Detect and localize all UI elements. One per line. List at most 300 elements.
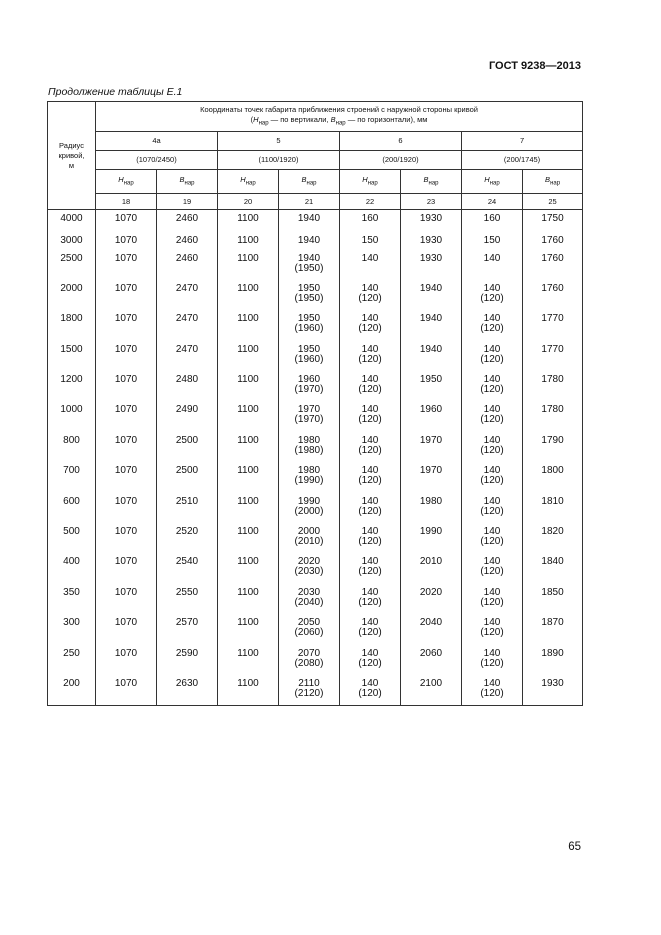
value-cell: 2570 xyxy=(157,614,218,644)
value-cell xyxy=(279,553,340,583)
table-body xyxy=(48,210,583,706)
cell-line: (120) xyxy=(480,444,504,456)
cell-line: (120) xyxy=(480,536,504,548)
radius-cell: 2000 xyxy=(48,280,96,310)
value-cell: 2500 xyxy=(157,432,218,462)
value-cell xyxy=(279,341,340,371)
value-cell: 1070 xyxy=(96,645,157,675)
value-cell: 2470 xyxy=(157,280,218,310)
cell-line: 140 xyxy=(483,617,501,629)
value-cell xyxy=(279,232,340,250)
value-cell: 1780 xyxy=(523,401,583,431)
value-cell xyxy=(462,371,523,401)
coordinates-title-line2 xyxy=(96,115,582,129)
value-cell xyxy=(340,493,401,523)
value-cell xyxy=(340,310,401,340)
value-cell: 2590 xyxy=(157,645,218,675)
cell-line: (120) xyxy=(358,292,382,304)
cell-line: 140 xyxy=(361,586,379,598)
value-cell xyxy=(279,645,340,675)
column-variable xyxy=(340,170,401,194)
h-variable: H xyxy=(253,114,259,124)
value-cell: 2510 xyxy=(157,493,218,523)
value-cell xyxy=(279,614,340,644)
cell-line: 140 xyxy=(483,434,501,446)
column-variable-letter: H xyxy=(118,174,124,184)
value-cell xyxy=(340,232,401,250)
cell-line: 140 xyxy=(361,647,379,659)
value-cell xyxy=(462,645,523,675)
value-cell xyxy=(340,432,401,462)
value-cell: 1070 xyxy=(96,280,157,310)
cell-line: (1970) xyxy=(294,414,324,426)
cell-line: (1970) xyxy=(294,384,324,396)
page-number: 65 xyxy=(568,841,581,853)
value-cell: 1070 xyxy=(96,614,157,644)
cell-line: (2040) xyxy=(294,596,324,608)
table-row xyxy=(48,280,583,310)
cell-line: 140 xyxy=(361,434,379,446)
value-cell: 1100 xyxy=(218,493,279,523)
value-cell: 1970 xyxy=(401,462,462,492)
value-cell: 1810 xyxy=(523,493,583,523)
group-label-row xyxy=(48,132,583,151)
value-cell: 2630 xyxy=(157,675,218,705)
table-row xyxy=(48,553,583,583)
cell-line: (2000) xyxy=(294,505,324,517)
value-cell: 1070 xyxy=(96,401,157,431)
cell-line: (120) xyxy=(358,444,382,456)
column-variable-letter: B xyxy=(545,174,551,184)
value-cell xyxy=(279,523,340,553)
cell-line: 2020 xyxy=(297,556,321,568)
value-cell: 1760 xyxy=(523,280,583,310)
column-variable xyxy=(462,170,523,194)
cell-line: 140 xyxy=(361,374,379,386)
cell-line: 140 xyxy=(483,495,501,507)
value-cell xyxy=(340,462,401,492)
radius-cell: 600 xyxy=(48,493,96,523)
group-dimensions: (200/1920) xyxy=(340,151,462,170)
cell-line: 140 xyxy=(361,313,379,325)
column-variable xyxy=(157,170,218,194)
cell-line: (120) xyxy=(358,687,382,699)
document-code: ГОСТ 9238—2013 xyxy=(488,60,581,72)
value-cell xyxy=(279,210,340,232)
table-row xyxy=(48,493,583,523)
cell-line: (120) xyxy=(480,475,504,487)
cell-line: 140 xyxy=(483,252,501,264)
radius-header-line: Радиус xyxy=(59,140,84,150)
cell-line: 140 xyxy=(483,526,501,538)
cell-line: 140 xyxy=(483,586,501,598)
column-number: 24 xyxy=(462,194,523,210)
cell-line: (120) xyxy=(358,596,382,608)
value-cell: 1100 xyxy=(218,523,279,553)
column-number: 23 xyxy=(401,194,462,210)
column-variable-letter: B xyxy=(301,174,307,184)
b-description: — по горизонтали), мм xyxy=(345,114,428,124)
cell-line: 1940 xyxy=(297,252,321,264)
cell-line: 2110 xyxy=(298,677,320,689)
cell-line: (120) xyxy=(480,687,504,699)
cell-line: (1950) xyxy=(294,262,324,274)
value-cell xyxy=(340,675,401,705)
value-cell xyxy=(340,553,401,583)
cell-line: (2060) xyxy=(294,627,324,639)
radius-cell: 300 xyxy=(48,614,96,644)
value-cell: 1930 xyxy=(523,675,583,705)
table-row xyxy=(48,462,583,492)
value-cell: 2040 xyxy=(401,614,462,644)
coordinates-title xyxy=(96,102,583,132)
value-cell: 2550 xyxy=(157,584,218,614)
table-row xyxy=(48,523,583,553)
cell-line: (2120) xyxy=(294,687,324,699)
cell-line: 1940 xyxy=(297,234,321,246)
cell-line: 150 xyxy=(361,234,379,246)
value-cell: 1100 xyxy=(218,401,279,431)
value-cell: 1990 xyxy=(401,523,462,553)
radius-cell: 500 xyxy=(48,523,96,553)
radius-cell: 700 xyxy=(48,462,96,492)
radius-cell: 1500 xyxy=(48,341,96,371)
cell-line: (1960) xyxy=(294,353,324,365)
value-cell: 1890 xyxy=(523,645,583,675)
h-subscript: нар xyxy=(258,120,269,127)
value-cell xyxy=(462,280,523,310)
column-variable-letter: B xyxy=(179,174,185,184)
radius-cell: 200 xyxy=(48,675,96,705)
cell-line: 1970 xyxy=(297,404,321,416)
value-cell: 2540 xyxy=(157,553,218,583)
value-cell xyxy=(340,341,401,371)
cell-line: (120) xyxy=(358,627,382,639)
coordinates-title-line1: Координаты точек габарита приближения строений с наружной стороны кривой xyxy=(200,104,478,114)
cell-line: (120) xyxy=(480,292,504,304)
value-cell: 1070 xyxy=(96,523,157,553)
cell-line: (2010) xyxy=(294,536,324,548)
radius-cell: 3000 xyxy=(48,232,96,250)
cell-line: (120) xyxy=(358,475,382,487)
value-cell xyxy=(462,584,523,614)
value-cell: 1940 xyxy=(401,341,462,371)
group-dimensions: (1100/1920) xyxy=(218,151,340,170)
value-cell: 1770 xyxy=(523,310,583,340)
cell-line: 160 xyxy=(361,213,379,224)
cell-line: 140 xyxy=(483,374,501,386)
cell-line: 140 xyxy=(483,282,501,294)
value-cell: 1070 xyxy=(96,371,157,401)
column-number-row xyxy=(48,194,583,210)
table-caption: Продолжение таблицы Е.1 xyxy=(48,86,183,98)
cell-line: (120) xyxy=(480,384,504,396)
value-cell xyxy=(279,462,340,492)
cell-line: (120) xyxy=(480,505,504,517)
cell-line: 140 xyxy=(361,617,379,629)
cell-line: (1950) xyxy=(294,292,324,304)
value-cell xyxy=(340,614,401,644)
table-row xyxy=(48,250,583,280)
table-row xyxy=(48,310,583,340)
value-cell: 1070 xyxy=(96,210,157,232)
cell-line: 140 xyxy=(361,282,379,294)
column-variable-letter: B xyxy=(423,174,429,184)
column-variable-row xyxy=(48,170,583,194)
cell-line: (120) xyxy=(358,414,382,426)
cell-line: (120) xyxy=(358,323,382,335)
value-cell xyxy=(279,250,340,280)
b-variable: B xyxy=(330,114,336,124)
cell-line: 140 xyxy=(361,252,379,264)
value-cell: 1070 xyxy=(96,310,157,340)
cell-line: (120) xyxy=(358,657,382,669)
column-variable-subscript: нар xyxy=(550,180,561,187)
cell-line: 140 xyxy=(483,404,501,416)
value-cell: 1100 xyxy=(218,310,279,340)
value-cell: 1800 xyxy=(523,462,583,492)
cell-line: 1950 xyxy=(297,282,321,294)
value-cell xyxy=(340,584,401,614)
cell-line: (120) xyxy=(480,566,504,578)
value-cell: 1100 xyxy=(218,232,279,250)
column-number: 25 xyxy=(523,194,583,210)
value-cell: 1930 xyxy=(401,232,462,250)
value-cell: 1100 xyxy=(218,675,279,705)
value-cell: 1930 xyxy=(401,210,462,232)
column-variable xyxy=(401,170,462,194)
cell-line: (1980) xyxy=(294,444,324,456)
column-variable-subscript: нар xyxy=(184,180,195,187)
value-cell: 1970 xyxy=(401,432,462,462)
value-cell: 1820 xyxy=(523,523,583,553)
cell-line: 140 xyxy=(361,343,379,355)
cell-line: 1980 xyxy=(297,465,321,477)
value-cell: 1790 xyxy=(523,432,583,462)
value-cell: 2010 xyxy=(401,553,462,583)
cell-line: 140 xyxy=(361,677,379,689)
radius-header-line: м xyxy=(68,160,75,170)
cell-line: (120) xyxy=(358,353,382,365)
value-cell: 1070 xyxy=(96,432,157,462)
cell-line: (2030) xyxy=(294,566,324,578)
column-variable-subscript: нар xyxy=(245,180,256,187)
table-row xyxy=(48,584,583,614)
value-cell xyxy=(340,210,401,232)
value-cell xyxy=(279,371,340,401)
title-paren: ( xyxy=(250,114,254,124)
table-row xyxy=(48,614,583,644)
value-cell: 2470 xyxy=(157,341,218,371)
value-cell xyxy=(340,645,401,675)
value-cell xyxy=(340,401,401,431)
cell-line: 1950 xyxy=(297,313,321,325)
cell-line: (120) xyxy=(480,414,504,426)
value-cell: 1100 xyxy=(218,462,279,492)
value-cell: 2480 xyxy=(157,371,218,401)
column-number: 21 xyxy=(279,194,340,210)
cell-line: 1960 xyxy=(297,374,321,386)
value-cell xyxy=(279,280,340,310)
column-number: 22 xyxy=(340,194,401,210)
cell-line: 160 xyxy=(483,213,501,224)
radius-cell: 250 xyxy=(48,645,96,675)
table-row xyxy=(48,432,583,462)
value-cell: 1070 xyxy=(96,553,157,583)
group-dimensions: (1070/2450) xyxy=(96,151,218,170)
table-header xyxy=(48,102,583,210)
cell-line: 1950 xyxy=(297,343,321,355)
value-cell: 2520 xyxy=(157,523,218,553)
value-cell xyxy=(462,553,523,583)
value-cell xyxy=(462,310,523,340)
value-cell xyxy=(340,250,401,280)
radius-cell: 2500 xyxy=(48,250,96,280)
group-label: 7 xyxy=(462,132,583,151)
radius-cell: 350 xyxy=(48,584,96,614)
cell-line: (120) xyxy=(358,505,382,517)
value-cell xyxy=(279,401,340,431)
value-cell: 2460 xyxy=(157,232,218,250)
value-cell: 1100 xyxy=(218,645,279,675)
value-cell: 1100 xyxy=(218,614,279,644)
value-cell xyxy=(462,675,523,705)
cell-line: 140 xyxy=(483,647,501,659)
value-cell: 1950 xyxy=(401,371,462,401)
value-cell: 1100 xyxy=(218,584,279,614)
radius-cell: 400 xyxy=(48,553,96,583)
cell-line: (120) xyxy=(480,323,504,335)
value-cell xyxy=(462,210,523,232)
value-cell: 1070 xyxy=(96,232,157,250)
cell-line: 140 xyxy=(361,465,379,477)
cell-line: (120) xyxy=(480,596,504,608)
cell-line: (120) xyxy=(358,384,382,396)
column-variable-letter: H xyxy=(484,174,490,184)
cell-line: 1990 xyxy=(297,495,321,507)
value-cell xyxy=(462,232,523,250)
radius-cell: 1000 xyxy=(48,401,96,431)
radius-cell: 1800 xyxy=(48,310,96,340)
value-cell xyxy=(462,493,523,523)
cell-line: 140 xyxy=(361,556,379,568)
table-row xyxy=(48,210,583,232)
value-cell: 1070 xyxy=(96,675,157,705)
column-number: 19 xyxy=(157,194,218,210)
cell-line: 2030 xyxy=(297,586,321,598)
value-cell: 2100 xyxy=(401,675,462,705)
value-cell: 2500 xyxy=(157,462,218,492)
cell-line: 140 xyxy=(361,495,379,507)
value-cell xyxy=(462,341,523,371)
value-cell xyxy=(340,371,401,401)
h-description: — по вертикали, xyxy=(268,114,331,124)
value-cell xyxy=(462,614,523,644)
value-cell: 2460 xyxy=(157,250,218,280)
cell-line: 140 xyxy=(483,556,501,568)
column-variable xyxy=(96,170,157,194)
value-cell: 1100 xyxy=(218,341,279,371)
value-cell xyxy=(279,675,340,705)
group-label: 4а xyxy=(96,132,218,151)
value-cell xyxy=(462,523,523,553)
column-variable-subscript: нар xyxy=(367,180,378,187)
cell-line: 150 xyxy=(483,234,501,246)
value-cell: 2020 xyxy=(401,584,462,614)
column-variable xyxy=(523,170,583,194)
value-cell: 1940 xyxy=(401,310,462,340)
cell-line: (1960) xyxy=(294,323,324,335)
value-cell: 1770 xyxy=(523,341,583,371)
value-cell: 2490 xyxy=(157,401,218,431)
value-cell: 1750 xyxy=(523,210,583,232)
radius-cell: 4000 xyxy=(48,210,96,232)
value-cell: 2470 xyxy=(157,310,218,340)
value-cell: 1070 xyxy=(96,493,157,523)
table-row xyxy=(48,341,583,371)
column-number: 20 xyxy=(218,194,279,210)
value-cell xyxy=(340,523,401,553)
value-cell xyxy=(462,462,523,492)
value-cell: 1100 xyxy=(218,432,279,462)
coordinates-table xyxy=(47,101,583,706)
value-cell: 1780 xyxy=(523,371,583,401)
column-variable-subscript: нар xyxy=(489,180,500,187)
cell-line: 140 xyxy=(483,677,501,689)
group-dims-row xyxy=(48,151,583,170)
value-cell xyxy=(279,310,340,340)
b-subscript: нар xyxy=(335,120,346,127)
value-cell: 1070 xyxy=(96,462,157,492)
cell-line: 140 xyxy=(483,313,501,325)
table-row xyxy=(48,232,583,250)
value-cell: 1840 xyxy=(523,553,583,583)
radius-header-line: кривой, xyxy=(58,150,85,160)
value-cell: 1070 xyxy=(96,584,157,614)
value-cell: 1100 xyxy=(218,553,279,583)
cell-line: (120) xyxy=(480,353,504,365)
table-row xyxy=(48,401,583,431)
value-cell: 1960 xyxy=(401,401,462,431)
value-cell: 1870 xyxy=(523,614,583,644)
cell-line: (120) xyxy=(480,627,504,639)
column-variable-subscript: нар xyxy=(428,180,439,187)
value-cell xyxy=(279,493,340,523)
table-row xyxy=(48,675,583,705)
value-cell: 1980 xyxy=(401,493,462,523)
value-cell xyxy=(340,280,401,310)
value-cell: 1850 xyxy=(523,584,583,614)
cell-line: 2050 xyxy=(297,617,321,629)
value-cell xyxy=(462,432,523,462)
column-variable-subscript: нар xyxy=(306,180,317,187)
cell-line: (1990) xyxy=(294,475,324,487)
value-cell: 1100 xyxy=(218,371,279,401)
value-cell xyxy=(279,584,340,614)
cell-line: 2000 xyxy=(297,526,321,538)
column-variable-letter: H xyxy=(362,174,368,184)
value-cell xyxy=(462,401,523,431)
cell-line: (120) xyxy=(358,536,382,548)
column-number: 18 xyxy=(96,194,157,210)
cell-line: 140 xyxy=(361,404,379,416)
value-cell: 1940 xyxy=(401,280,462,310)
group-label: 6 xyxy=(340,132,462,151)
value-cell: 2460 xyxy=(157,210,218,232)
cell-line: 140 xyxy=(483,343,501,355)
value-cell: 2060 xyxy=(401,645,462,675)
column-variable xyxy=(218,170,279,194)
